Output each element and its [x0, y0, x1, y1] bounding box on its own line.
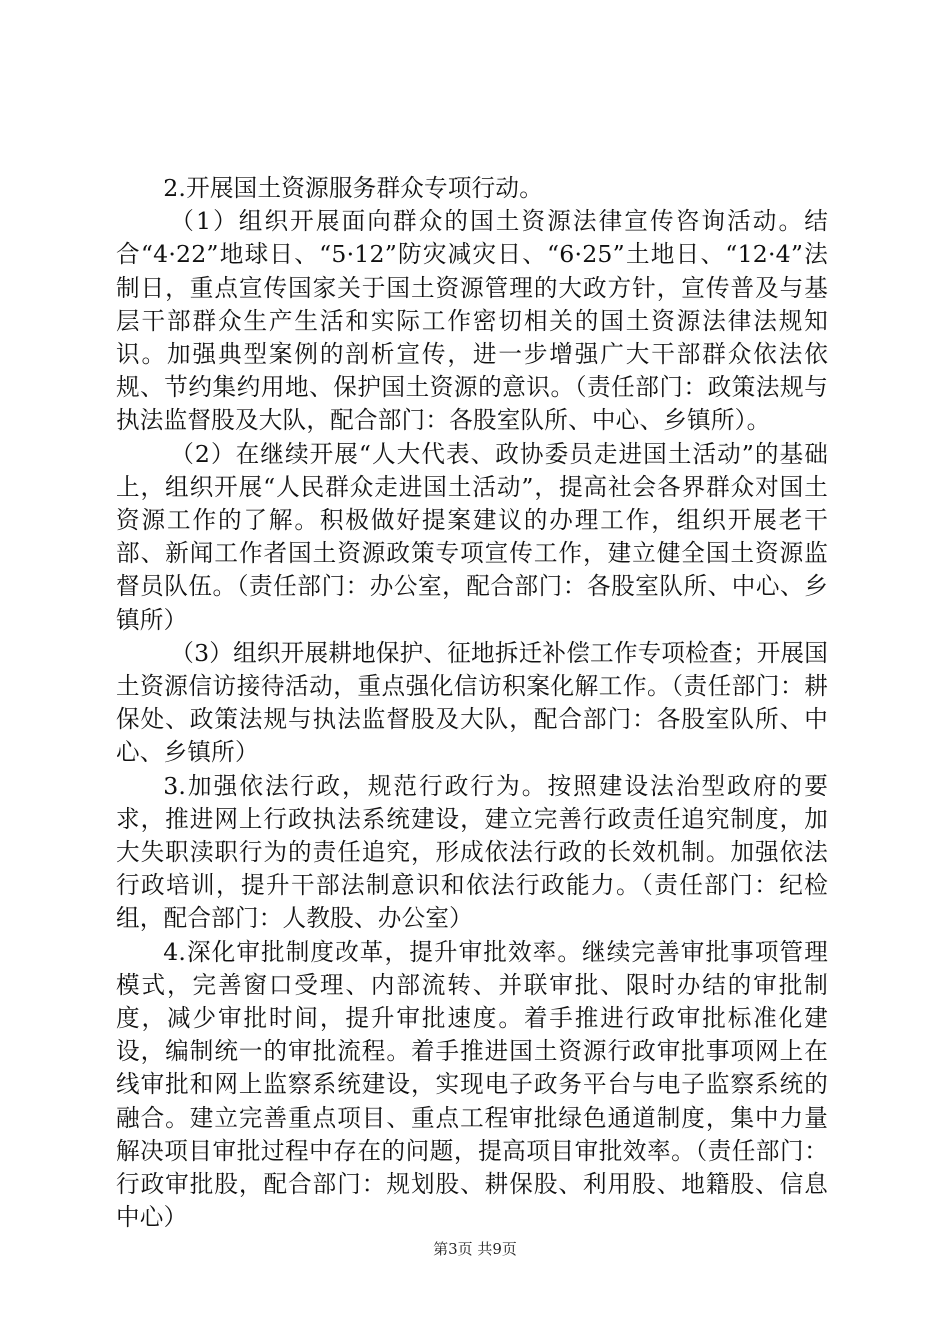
- page-footer: [0, 1238, 950, 1259]
- paragraph-item-2: （2）在继续开展“人大代表、政协委员走进国土活动”的基础上，组织开展“人民群众走进国土活动”，提高社会各界群众对国土资源工作的了解。积极做好提案建议的办理工作，组织开展老干部、新闻工作者国土资源政策专项宣传工作，建立健全国土资源监督员队伍。（责任部门：办公室，配合部门：各股室队所、中心、乡镇所）: [116, 439, 828, 634]
- paragraph-section-2-heading: 2.开展国土资源服务群众专项行动。: [163, 174, 544, 202]
- paragraph-section-4: 4.深化审批制度改革，提升审批效率。继续完善审批事项管理模式，完善窗口受理、内部流转、并联审批、限时办结的审批制度，减少审批时间，提升审批速度。着手推进行政审批标准化建设，编制统一的审批流程。着手推进国土资源行政审批事项网上在线审批和网上监察系统建设，实现电子政务平台与电子监察系统的融合。建立完善重点项目、重点工程审批绿色通道制度，集中力量解决项目审批过程中存在的问题，提高项目审批效率。（责任部门：行政审批股，配合部门：规划股、耕保股、利用股、地籍股、信息中心）: [116, 937, 828, 1232]
- document-body: [116, 172, 828, 1235]
- paragraph-item-1: （1）组织开展面向群众的国土资源法律宣传咨询活动。结合“4·22”地球日、“5·12”防灾减灾日、“6·25”土地日、“12·4”法制日，重点宣传国家关于国土资源管理的大政方针，宣传普及与基层干部群众生产生活和实际工作密切相关的国土资源法律法规知识。加强典型案例的剖析宣传，进一步增强广大干部群众依法依规、节约集约用地、保护国土资源的意识。（责任部门：政策法规与执法监督股及大队，配合部门：各股室队所、中心、乡镇所）。: [116, 207, 828, 435]
- paragraph-item-3: （3）组织开展耕地保护、征地拆迁补偿工作专项检查；开展国土资源信访接待活动，重点强化信访积案化解工作。（责任部门：耕保处、政策法规与执法监督股及大队，配合部门：各股室队所、中心、乡镇所）: [116, 638, 828, 767]
- paragraph-section-3: 3.加强依法行政，规范行政行为。按照建设法治型政府的要求，推进网上行政执法系统建设，建立完善行政责任追究制度，加大失职渎职行为的责任追究，形成依法行政的长效机制。加强依法行政培训，提升干部法制意识和依法行政能力。（责任部门：纪检组，配合部门：人教股、办公室）: [116, 771, 828, 933]
- page-number-label: 第3页 共9页: [433, 1240, 517, 1258]
